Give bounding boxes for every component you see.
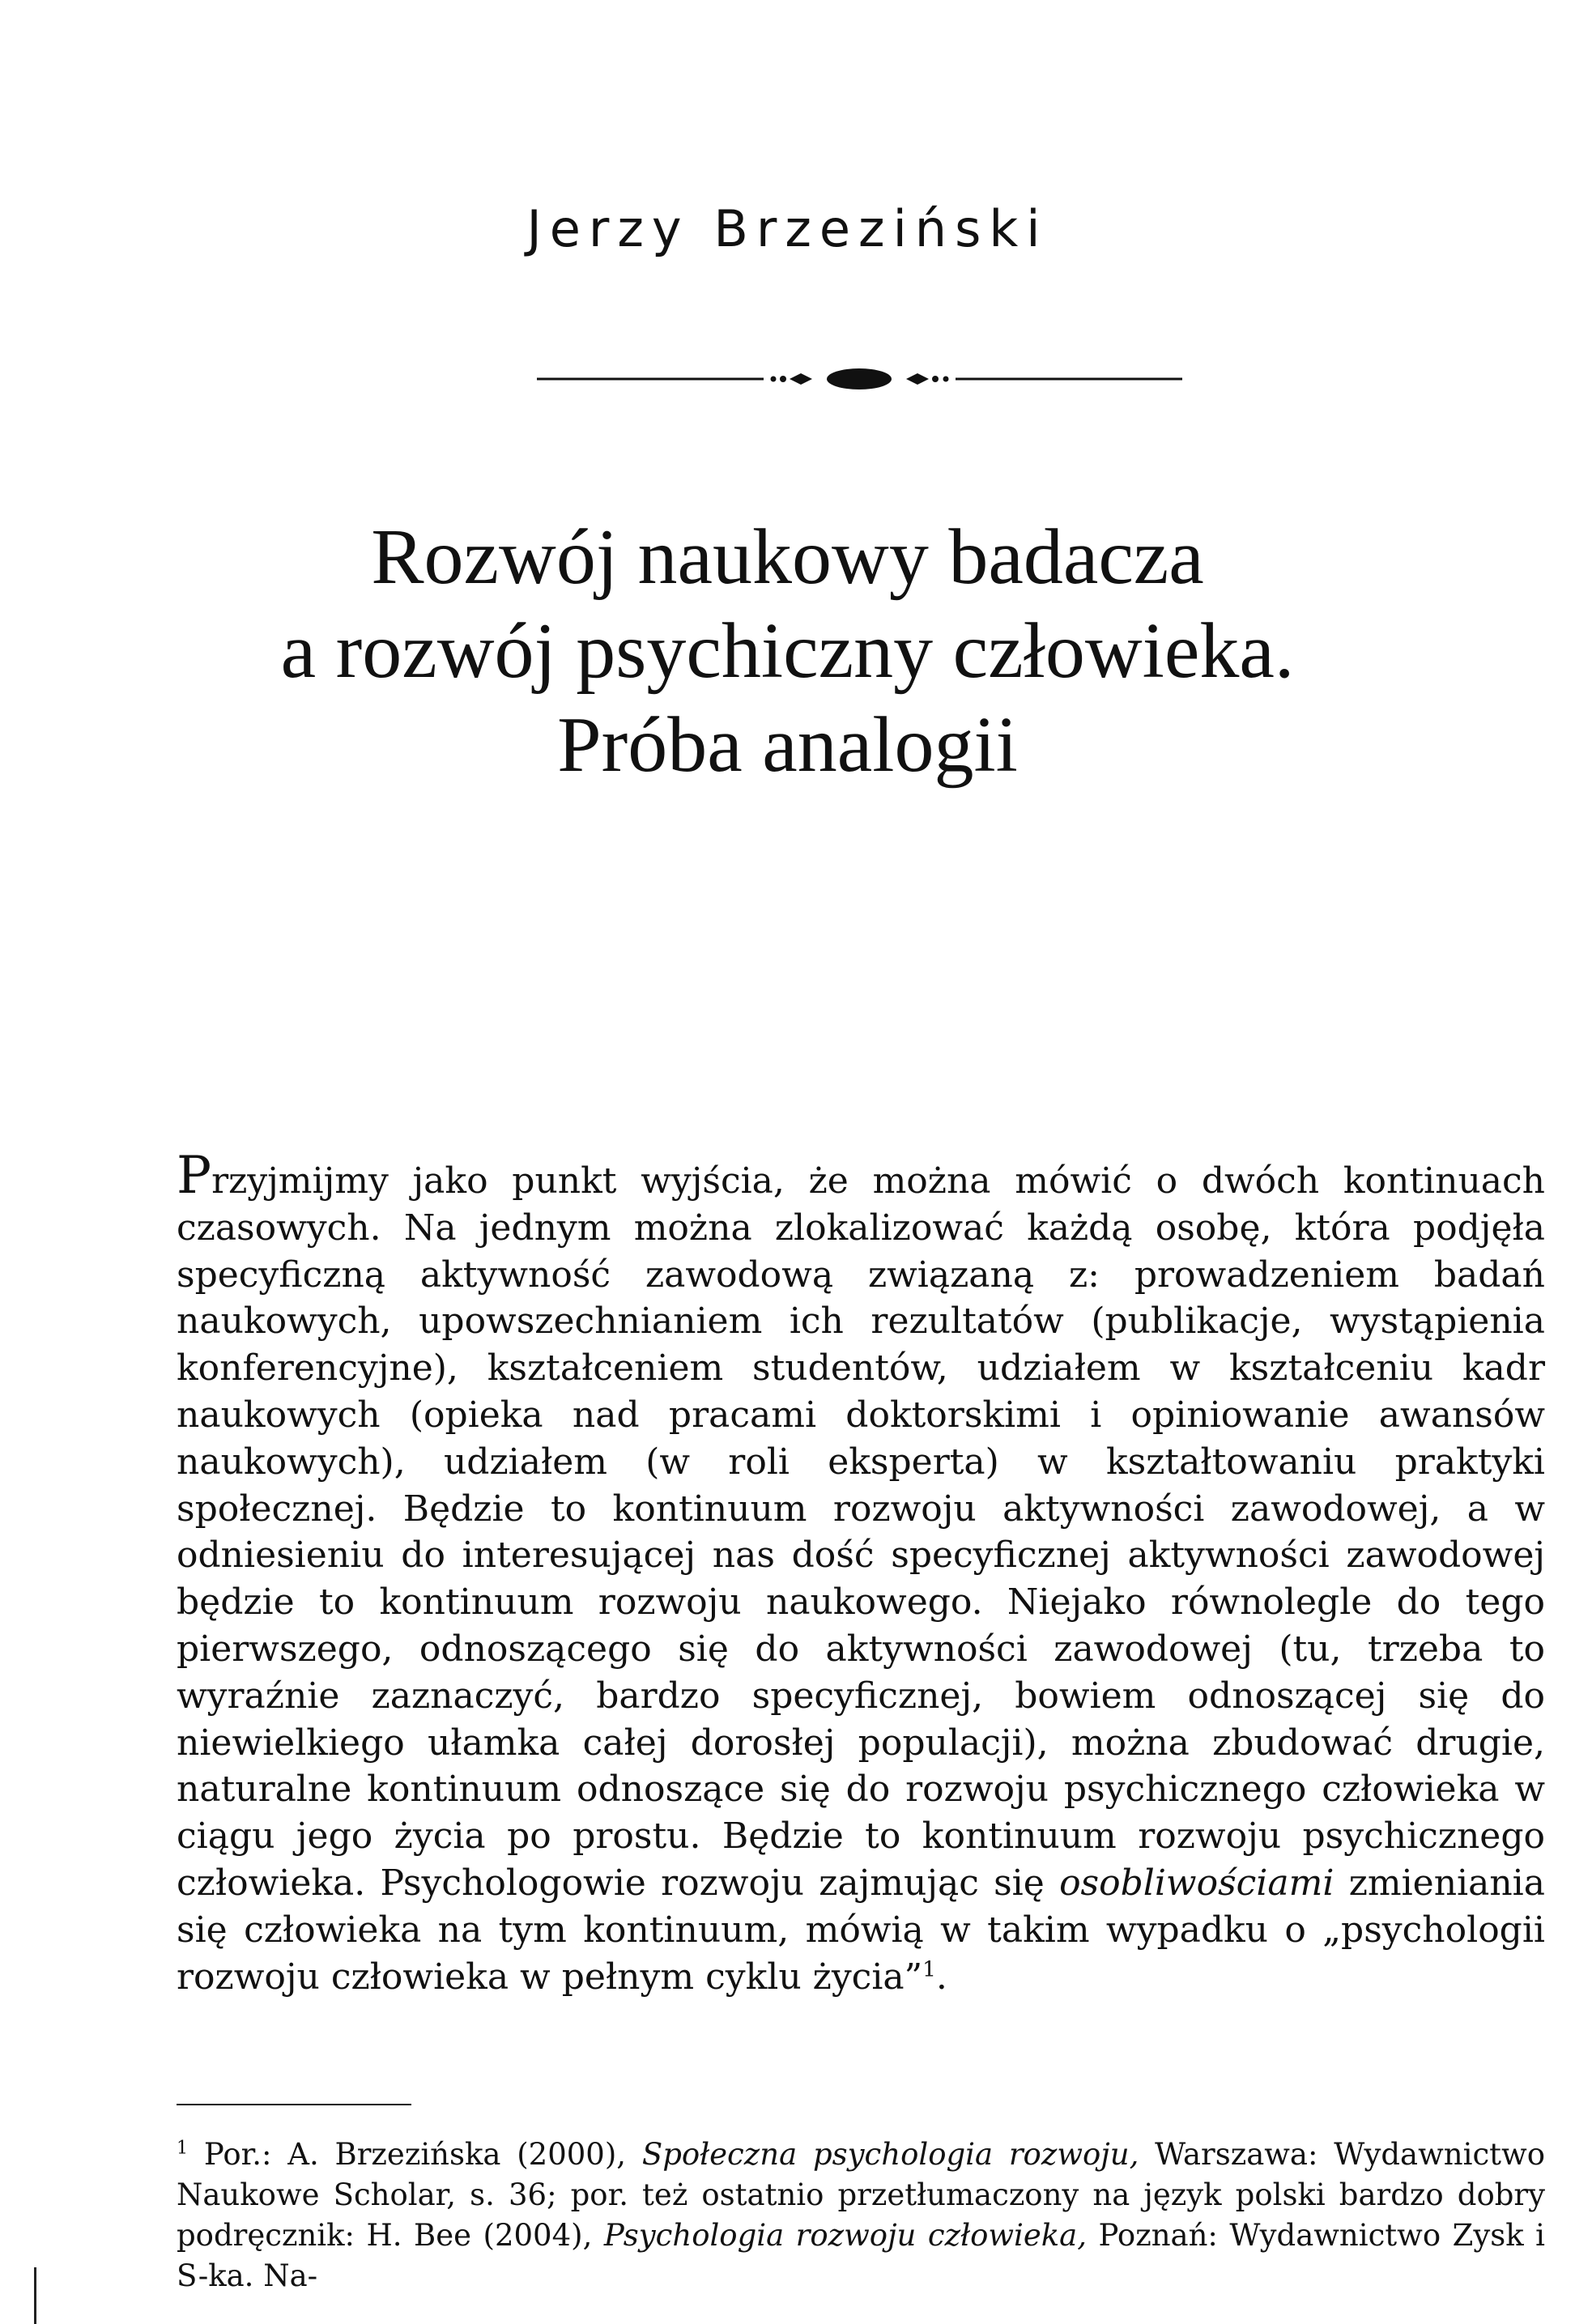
footnote-number: 1 <box>177 2137 189 2159</box>
article-title <box>0 510 1575 792</box>
footnote <box>177 2135 1545 2296</box>
body-paragraph <box>177 1146 1545 2000</box>
author-name: Jerzy Brzeziński <box>526 199 1049 258</box>
body-text-end: . <box>935 1956 947 1998</box>
ornament-divider <box>537 363 1182 395</box>
title-line-2: a rozwój psychiczny człowieka. <box>280 607 1295 695</box>
footnote-text-2: Warszawa: Wydawnictwo Naukowe Scholar, s. 36; por. też ostatnio przetłumaczony na język polski bardzo dobry podręcznik: H. Bee (2004), <box>177 2137 1545 2253</box>
footnote-italic-title-2: Psychologia rozwoju człowieka, <box>603 2218 1088 2253</box>
footnote-text-1: Por.: A. Brzezińska (2000), <box>188 2137 642 2172</box>
drop-cap: P <box>177 1146 212 1206</box>
footnote-reference[interactable]: 1 <box>922 1956 936 1981</box>
body-text-part-1: rzyjmijmy jako punkt wyjścia, że można mówić o dwóch kontinuach czasowych. Na jednym można zlokalizować każdą osobę, która podjęła specyficzną aktywność zawodową związaną z: prowadzeniem badań naukowych, upowszechnianiem ich rezultatów (publikacje, wystąpienia konferencyjne), kształceniem studentów, udziałem w kształceniu kadr naukowych (opieka nad pracami doktorskimi i opiniowanie awansów naukowych), udziałem (w roli eksperta) w kształtowaniu praktyki społecznej. Będzie to kontinuum rozwoju aktywności zawodowej, a w odniesieniu do interesującej nas dość specyficznej aktywności zawodowej będzie to kontinuum rozwoju naukowego. Niejako równolegle do tego pierwszego, odnoszącego się do aktywności zawodowej (tu, trzeba to wyraźnie zaznaczyć, bardzo specyficznej, bowiem odnoszącej się do niewielkiego ułamka całej dorosłej populacji), można zbudować drugie, naturalne kontinuum odnoszące się do rozwoju psychicznego człowieka w ciągu jego życia po prostu. Będzie to kontinuum rozwoju psychicznego człowieka. Psychologowie rozwoju zajmując się <box>177 1160 1545 1904</box>
body-text-part-2: zmieniania się człowieka na tym kontinuum, mówią w takim wypadku o „psychologii rozwoju człowieka w pełnym cyklu życia” <box>177 1862 1545 1998</box>
title-line-3: Próba analogii <box>557 701 1018 789</box>
footnote-text-3: Poznań: Wydawnictwo Zysk i S-ka. Na- <box>177 2218 1545 2293</box>
title-line-1: Rozwój naukowy badacza <box>371 513 1204 601</box>
footnote-italic-title-1: Społeczna psychologia rozwoju, <box>641 2137 1139 2172</box>
footnote-separator <box>177 2104 411 2105</box>
scan-margin-mark <box>34 2267 36 2324</box>
body-italic-term: osobliwościami <box>1059 1862 1334 1904</box>
